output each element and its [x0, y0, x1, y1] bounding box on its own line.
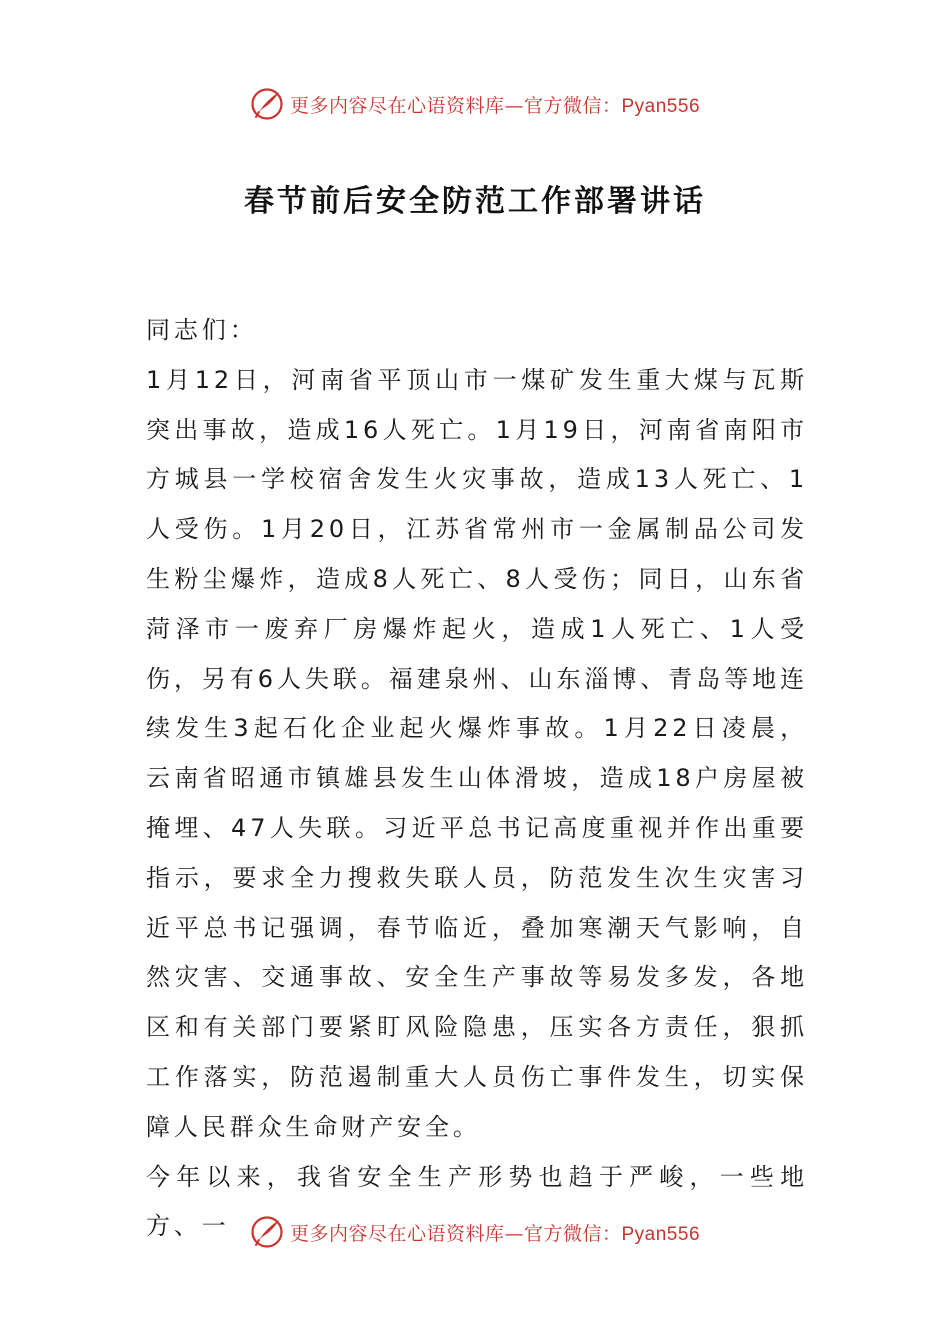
paragraph: 1月12日，河南省平顶山市一煤矿发生重大煤与瓦斯突出事故，造成16人死亡。1月19日，河南省南阳市方城县一学校宿舍发生火灾事故，造成13人死亡、1人受伤。1月20日，江苏省常州市一金属制品公司发生粉尘爆炸，造成8人死亡、8人受伤；同日，山东省菏泽市一废弃厂房爆炸起火，造成1人死亡、1人受伤，另有6人失联。福建泉州、山东淄博、青岛等地连续发生3起石化企业起火爆炸事故。1月22日凌晨，云南省昭通市镇雄县发生山体滑坡，造成18户房屋被掩埋、47人失联。习近平总书记高度重视并作出重要指示，要求全力搜救失联人员，防范发生次生灾害习近平总书记强调，春节临近，叠加寒潮天气影响，自然灾害、交通事故、安全生产事故等易发多发，各地区和有关部门要紧盯风险隐患，压实各方责任，狠抓工作落实，防范遏制重大人员伤亡事件发生，切实保障人民群众生命财产安全。: [146, 365, 808, 1141]
paragraph: 今年以来，我省安全生产形势也趋于严峻，一些地方、一: [146, 1162, 808, 1241]
quill-logo-icon: [250, 87, 284, 121]
salutation: 同志们：: [146, 316, 258, 344]
header-watermark: [0, 84, 950, 124]
watermark-wechat-id: Pyan556: [621, 1223, 701, 1245]
watermark-wechat-id: Pyan556: [621, 95, 701, 117]
document-title: 春节前后安全防范工作部署讲话: [244, 184, 706, 219]
quill-logo-icon: [250, 1215, 284, 1249]
document-body: [146, 306, 808, 1252]
watermark-text: 更多内容尽在心语资料库—官方微信：Pyan556: [289, 1222, 701, 1245]
footer-watermark: [0, 1212, 950, 1252]
watermark-text: 更多内容尽在心语资料库—官方微信：Pyan556: [289, 94, 701, 117]
